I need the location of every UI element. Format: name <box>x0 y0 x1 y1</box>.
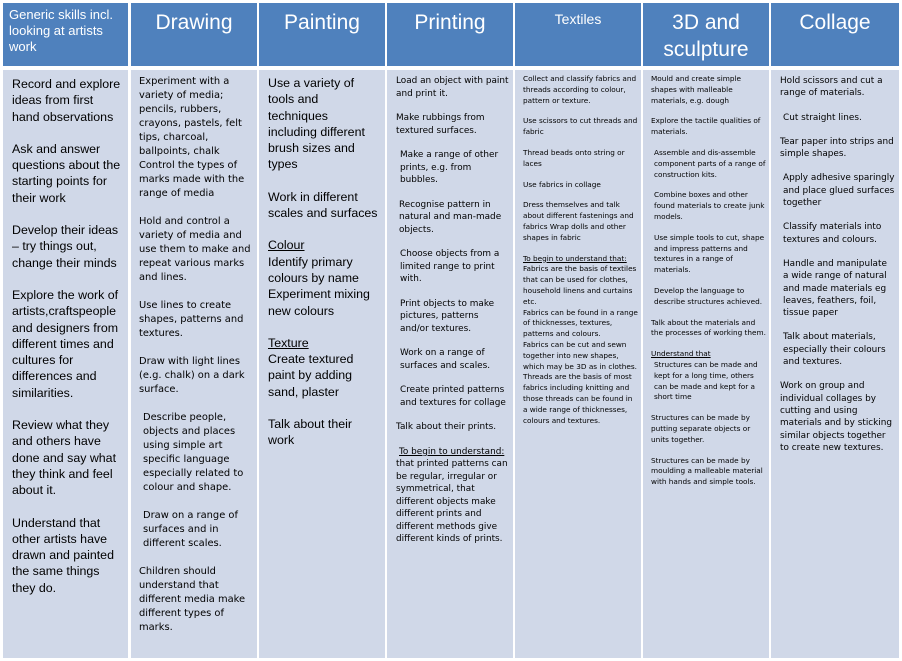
drawing-item: Describe people, objects and places using simple art specific language especially related to colour and shape. <box>143 412 244 493</box>
collage-item: Tear paper into strips and simple shapes. <box>780 136 894 160</box>
printing-item: Load an object with paint and print it. <box>396 76 509 99</box>
drawing-body <box>131 70 257 658</box>
printing-item: Talk about their prints. <box>396 422 497 432</box>
textiles-understand-line: Fabrics can be cut and sewn together into new shapes, which may be 3D as in clothes. <box>523 339 637 371</box>
painting-body <box>259 70 385 658</box>
printing-item: Choose objects from a limited range to print with. <box>400 249 500 284</box>
header-sculpture: 3D and sculpture <box>643 3 769 66</box>
sculpture-item: Explore the tactile qualities of materials. <box>651 116 761 137</box>
printing-understand-text: that printed patterns can be regular, irregular or symmetrical, that different objects make different prints and different methods give different kinds of prints. <box>396 459 508 544</box>
column-collage <box>771 0 899 661</box>
painting-item: Work in different scales and surfaces <box>268 189 378 221</box>
sculpture-item: Mould and create simple shapes with malleable materials, e.g. dough <box>651 74 741 105</box>
generic-item: Record and explore ideas from first hand observations <box>12 77 121 124</box>
printing-item: Print objects to make pictures, patterns and/or textures. <box>400 298 495 334</box>
sculpture-item: Talk about the materials and the processes of working them. <box>651 317 766 338</box>
sculpture-item: Assemble and dis-assemble component parts of a range of construction kits. <box>654 147 766 179</box>
painting-talk: Talk about their work <box>268 417 353 448</box>
sculpture-understand-first: Structures can be made and kept for a long time, others can be made and kept for a short time <box>654 359 758 402</box>
textiles-understand-line: Fabrics are the basis of textiles that can be used for clothes, household linens and curtains etc. <box>523 264 637 306</box>
drawing-item: Children should understand that different media make different types of marks. <box>139 566 246 633</box>
generic-item: Ask and answer questions about the starting points for their work <box>12 141 121 205</box>
painting-texture-heading: Texture <box>268 335 309 350</box>
generic-item: Review what they and others have done and say what they think and feel about it. <box>12 418 117 498</box>
generic-item: Develop their ideas – try things out, change their minds <box>12 223 119 270</box>
collage-body <box>771 70 899 658</box>
painting-item: Use a variety of tools and techniques including different brush sizes and types <box>268 76 365 172</box>
painting-colour-heading: Colour <box>268 238 305 253</box>
sculpture-item: Develop the language to describe structures achieved. <box>654 285 763 306</box>
column-painting <box>259 0 385 661</box>
textiles-item: Thread beads onto string or laces <box>523 147 625 168</box>
generic-body <box>3 70 128 658</box>
printing-item: Create printed patterns and textures for collage <box>400 385 506 408</box>
textiles-understand-heading: To begin to understand that: <box>523 253 627 263</box>
sculpture-understand-heading: Understand that <box>651 349 711 359</box>
sculpture-understand-item: Structures can be made by putting separate objects or units together. <box>651 413 751 444</box>
drawing-item: Draw with light lines (e.g. chalk) on a dark surface. <box>139 356 245 395</box>
textiles-understand-line: Fabrics can be found in a range of thicknesses, textures, patterns and colours. <box>523 307 638 339</box>
column-textiles <box>515 0 641 661</box>
printing-item: Make a range of other prints, e.g. from bubbles. <box>400 150 499 185</box>
collage-item: Hold scissors and cut a range of materials. <box>780 76 883 99</box>
sculpture-item: Combine boxes and other found materials to create junk models. <box>654 190 765 221</box>
collage-item: Classify materials into textures and colours. <box>783 222 882 245</box>
drawing-item: Experiment with a variety of media; pencils, rubbers, crayons, pastels, felt tips, charcoal, ballpoints, chalk Control the types of marks made with the range of media <box>139 76 245 199</box>
textiles-item: Use scissors to cut threads and fabric <box>523 116 638 137</box>
printing-understand-heading: To begin to understand: <box>399 446 505 457</box>
drawing-item: Draw on a range of surfaces and in different scales. <box>143 510 238 549</box>
header-collage: Collage <box>771 3 899 66</box>
textiles-item: Dress themselves and talk about different fastenings and fabrics Wrap dolls and other shapes in fabric <box>523 200 634 242</box>
collage-item: Handle and manipulate a wide range of natural and made materials eg leaves, feathers, foil, tissue paper <box>783 258 887 319</box>
textiles-item: Use fabrics in collage <box>523 179 601 189</box>
collage-item: Cut straight lines. <box>783 112 862 123</box>
sculpture-body <box>643 70 769 658</box>
header-textiles: Textiles <box>515 3 641 66</box>
header-printing: Printing <box>387 3 513 66</box>
generic-item: Explore the work of artists,craftspeople and designers from different times and cultures for differences and similarities. <box>12 287 119 400</box>
column-printing <box>387 0 513 661</box>
printing-item: Make rubbings from textured surfaces. <box>396 113 485 136</box>
collage-item: Work on group and individual collages by cutting and using materials and by sticking similar objects together to create new textures. <box>780 381 893 453</box>
sculpture-item: Use simple tools to cut, shape and impress patterns and textures in a range of materials. <box>654 232 765 275</box>
textiles-item: Collect and classify fabrics and threads according to colour, pattern or texture. <box>523 74 637 105</box>
column-drawing <box>131 0 257 661</box>
header-painting: Painting <box>259 3 385 66</box>
textiles-understand-line: Threads are the basis of most fabrics including knitting and those threads can be found in a wide range of thicknesses, colours and textures. <box>523 372 633 425</box>
header-generic: Generic skills incl. looking at artists work <box>3 3 128 66</box>
printing-body <box>387 70 513 658</box>
painting-colour-text: Identify primary colours by name Experiment mixing new colours <box>268 254 370 318</box>
column-generic <box>3 0 128 661</box>
header-drawing: Drawing <box>131 3 257 66</box>
sculpture-understand-item: Structures can be made by moulding a malleable material with hands and simple tools. <box>651 455 763 487</box>
collage-item: Apply adhesive sparingly and place glued surfaces together <box>783 173 895 209</box>
printing-item: Work on a range of surfaces and scales. <box>400 348 491 371</box>
collage-item: Talk about materials, especially their colours and textures. <box>783 332 886 368</box>
drawing-item: Use lines to create shapes, patterns and textures. <box>139 300 244 339</box>
painting-texture-text: Create textured paint by adding sand, plaster <box>268 352 354 399</box>
drawing-item: Hold and control a variety of media and use them to make and repeat various marks and lines. <box>139 216 251 283</box>
printing-item: Recognise pattern in natural and man-made objects. <box>399 199 502 235</box>
textiles-body <box>515 70 641 658</box>
generic-item: Understand that other artists have drawn and painted the same things they do. <box>12 515 114 595</box>
column-sculpture <box>643 0 769 661</box>
